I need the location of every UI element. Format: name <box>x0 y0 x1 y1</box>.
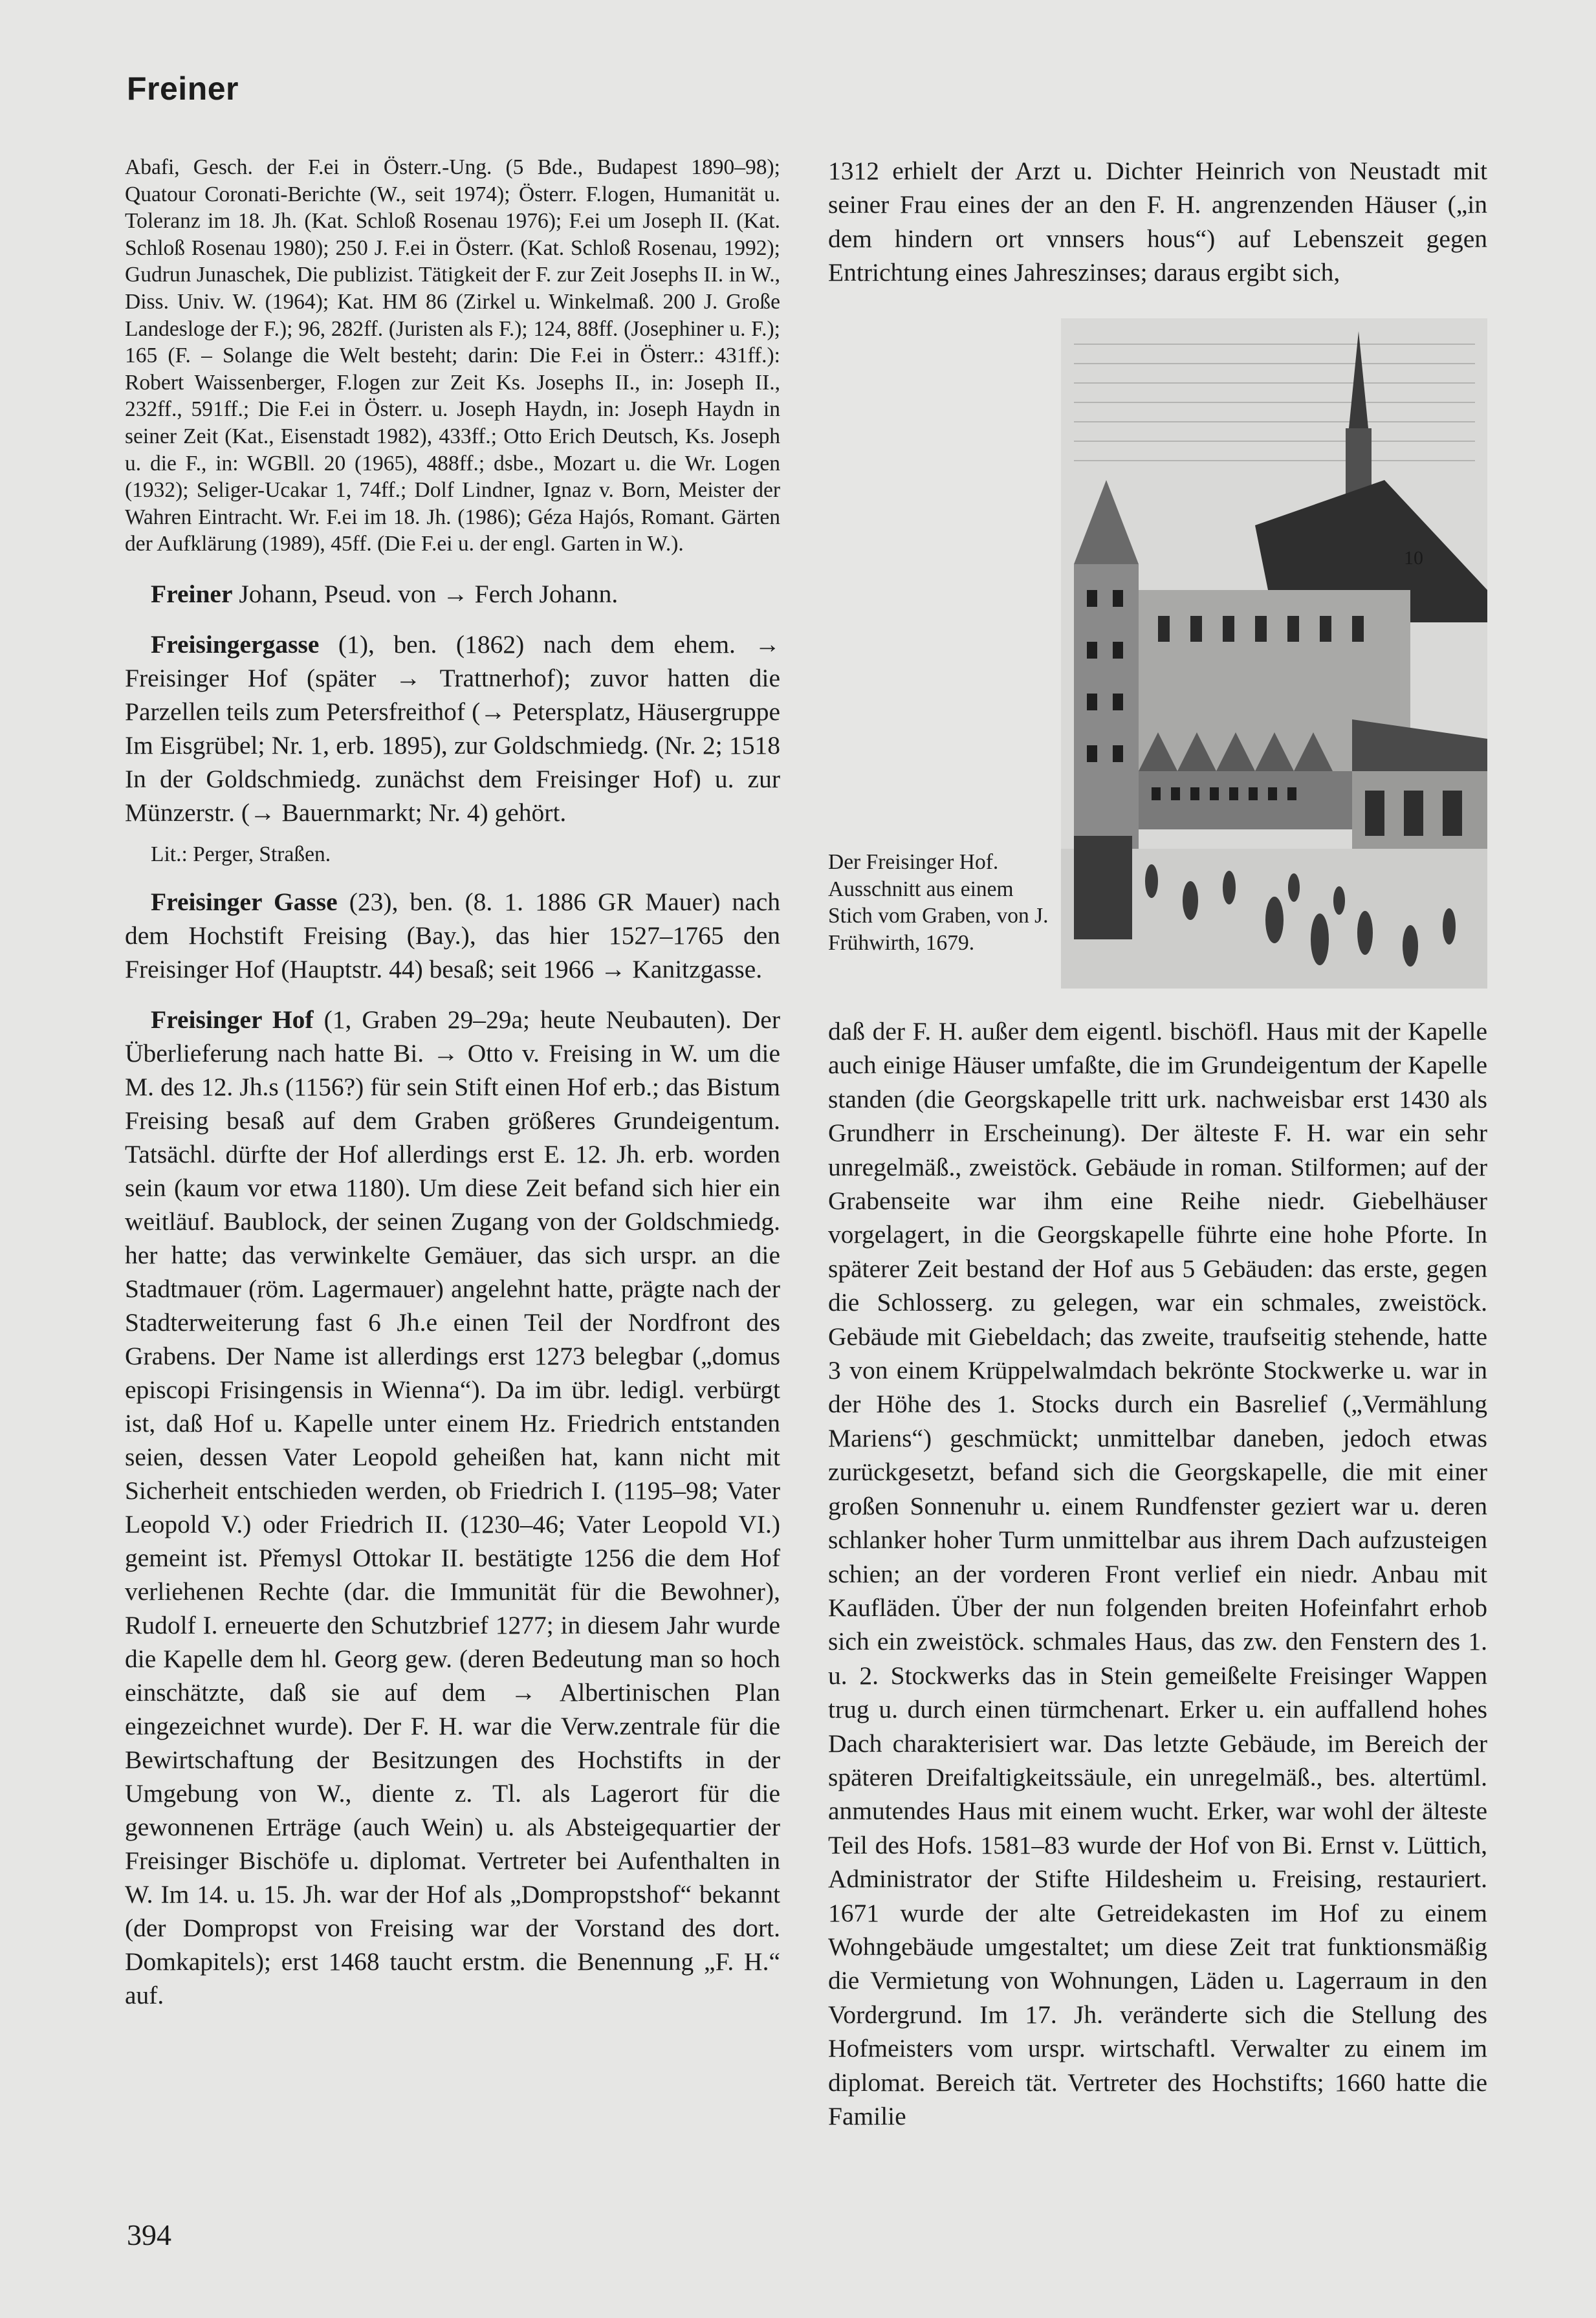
entry-term: Freisingergasse <box>151 629 320 659</box>
right-top-paragraph: 1312 erhielt der Arzt u. Dichter Heinrich von Neustadt mit seiner Frau eines der an den F. H. angrenzenden Häuser („in dem hindern ort vnnsers hous“) auf Lebenszeit gegen Entrichtung eines Jahreszinses; daraus ergibt sich, <box>828 157 1487 287</box>
page-number: 394 <box>127 2218 171 2251</box>
right-bottom-paragraph: daß der F. H. außer dem eigentl. bischöfl. Haus mit der Kapelle auch einige Häuser umfaßte, die im Grundeigentum der Kapelle standen (die Georgskapelle tritt urk. nachweisbar erst 1430 als Grundherr in Erscheinung). Der älteste F. H. war ein sehr unregelmäß., zweistöck. Gebäude in roman. Stilformen; auf der Grabenseite war ihm eine Reihe niedr. Giebelhäuser vorgelagert, in die Georgskapelle führte eine hohe Pforte. In späterer Zeit bestand der Hof aus 5 Gebäuden: das erste, gegen die Schlosserg. zu gelegen, war ein schmales, zweistöck. Gebäude mit Giebeldach; das zweite, traufseitig stehende, hatte 3 von einem Krüppelwalmdach bekrönte Stockwerke u. war in der Höhe des 1. Stocks durch ein Basrelief („Vermählung Mariens“) geschmückt; unmittelbar daneben, jedoch etwas zurückgesetzt, befand sich die Georgskapelle, die mit einer großen Sonnenuhr u. einem Rundfenster geziert war u. deren schlanker hoher Turm unmittelbar aus ihrem Dach aufzusteigen schien; an der vorderen Front verlief ein niedr. Anbau mit Kaufläden. Über der nun folgenden breiten Hofeinfahrt erhob sich ein zweistöck. schmales Haus, das zw. den Fenstern des 1. u. 2. Stockwerks das in Stein gemeißelte Freisinger Wappen trug u. durch einen türmchenart. Erker u. ein auffallend hohes Dach charakterisiert war. Das letzte Gebäude, im Bereich der späteren Dreifaltigkeitssäule, ein unregelmäß., bes. altertüml. anmutendes Haus mit einem wucht. Erker, war wohl der älteste Teil des Hofs. 1581–83 wurde der Hof von Bi. Ernst v. Lüttich, Administrator der Stifte Hildesheim u. Freising, restauriert. 1671 wurde der alte Getreidekasten im Hof zu einem Wohngebäude umgestaltet; um diese Zeit trat funktionsmäßig die Vermietung von Wohnungen, Läden u. Lagerraum in den Vordergrund. Im 17. Jh. veränderte sich die Stellung des Hofmeisters vom urspr. wirtschaftl. Verwalter zu einem im diplomat. Bereich tät. Vertreter des Hochstifts; 1660 hatte die Familie <box>828 1017 1487 2130</box>
entry-text: Johann, Pseud. von → Ferch Johann. <box>232 579 618 608</box>
entry-freisinger-gasse <box>125 885 780 986</box>
figure-caption: Der Freisinger Hof. Ausschnitt aus einem Stich vom Graben, von J. Frühwirth, 1679. <box>828 850 1049 955</box>
engraving-image <box>1061 318 1487 989</box>
entry-freisinger-hof <box>125 1003 780 2012</box>
entry-term: Freisinger Gasse <box>151 887 338 916</box>
literature-reference: Lit.: Perger, Straßen. <box>151 842 331 866</box>
running-header: Freiner <box>127 71 239 107</box>
entry-freiner <box>125 577 780 611</box>
entry-text: (23), ben. (8. 1. 1886 GR Mauer) nach dem Hochstift Freising (Bay.), das hier 1527–1765 den Freisinger Hof (Hauptstr. 44) besaß; seit 1966 → Kanitzgasse. <box>125 887 780 983</box>
entry-text: (1, Graben 29–29a; heute Neubauten). Der Überlieferung nach hatte Bi. → Otto v. Freising in W. um die M. des 12. Jh.s (1156?) für sein Stift einen Hof erb.; das Bistum Freising besaß auf dem Graben größeres Grundeigentum. Tatsächl. dürfte der Hof allerdings erst E. 12. Jh. erb. worden sein (kaum vor etwa 1180). Um diese Zeit befand sich hier ein weitläuf. Baublock, der seinen Zugang von der Goldschmiedg. her hatte; das verwinkelte Gemäuer, das sich urspr. an die Stadtmauer (röm. Lagermauer) angelehnt hatte, prägte nach der Stadterweiterung fast 6 Jh.e einen Teil der Nordfront des Grabens. Der Name ist allerdings erst 1273 belegbar („domus episcopi Frisingensis in Wienna“). Da im übr. ledigl. verbürgt ist, daß Hof u. Kapelle unter einem Hz. Friedrich entstanden seien, dessen Vater Leopold geheißen hat, kann nicht mit Sicherheit entschieden werden, ob Friedrich I. (1195–98; Vater Leopold V.) oder Friedrich II. (1230–46; Vater Leopold VI.) gemeint ist. Přemysl Ottokar II. bestätigte 1256 die dem Hof verliehenen Rechte (dar. die Immunität für die Bewohner), Rudolf I. erneuerte den Schutzbrief 1277; in diesem Jahr wurde die Kapelle dem hl. Georg gew. (deren Bedeutung man so hoch einschätzte, daß sie auf dem → Albertinischen Plan eingezeichnet wurde). Der F. H. war die Verw.zentrale für die Bewirtschaftung der Besitzungen des Hochstifts in der Umgebung von W., diente z. Tl. als Lagerort für die gewonnenen Erträge (auch Wein) u. als Absteigequartier der Freisinger Bischöfe u. diplomat. Vertreter bei Aufenthalten in W. Im 14. u. 15. Jh. war der Hof als „Dompropstshof“ bekannt (der Dompropst von Freising war der Vorstand des dort. Domkapitels); erst 1468 taucht erstm. die Benennung „F. H.“ auf. <box>125 1005 780 2009</box>
bibliography-paragraph: Abafi, Gesch. der F.ei in Österr.-Ung. (5 Bde., Budapest 1890–98); Quatour Coronati-Berichte (W., seit 1974); Österr. F.logen, Humanität u. Toleranz im 18. Jh. (Kat. Schloß Rosenau 1976); F.ei um Joseph II. (Kat. Schloß Rosenau 1980); 250 J. F.ei in Österr. (Kat. Schloß Rosenau, 1992); Gudrun Junaschek, Die publizist. Tätigkeit der F. zur Zeit Josephs II. in W., Diss. Univ. W. (1964); Kat. HM 86 (Zirkel u. Winkelmaß. 200 J. Große Landesloge der F.); 96, 282ff. (Juristen als F.); 124, 88ff. (Josephiner u. F.); 165 (F. – Solange die Welt besteht; darin: Die F.ei in Österr.: 431ff.): Robert Waissenberger, F.logen zur Zeit Ks. Josephs II., in: Joseph II., 232ff., 591ff.; Die F.ei in Österr. u. Joseph Haydn, in: Joseph Haydn in seiner Zeit (Kat., Eisenstadt 1982), 433ff.; Otto Erich Deutsch, Ks. Joseph u. die F., in: WGBll. 20 (1965), 488ff.; dsbe., Mozart u. die Wr. Logen (1932); Seliger-Ucakar 1, 74ff.; Dolf Lindner, Ignaz v. Born, Meister der Wahren Eintracht. Wr. F.ei im 18. Jh. (1986); Géza Hajós, Romant. Gärten der Aufklärung (1989), 45ff. (Die F.ei u. der engl. Garten in W.). <box>125 155 780 556</box>
entry-term: Freisinger Hof <box>151 1005 314 1034</box>
figure-label: 10 <box>1404 547 1423 569</box>
left-column <box>125 154 780 2012</box>
figure <box>828 318 1487 991</box>
entry-freisingergasse <box>125 628 780 829</box>
right-column-top <box>828 154 1487 290</box>
entry-text: (1), ben. (1862) nach dem ehem. → Freisinger Hof (später → Trattnerhof); zuvor hatten die Parzellen teils zum Petersfreithof (→ Petersplatz, Häusergruppe Im Eisgrübel; Nr. 1, erb. 1895), zur Goldschmiedg. (Nr. 2; 1518 In der Goldschmiedg. zunächst dem Freisinger Hof) u. zur Münzerstr. (→ Bauernmarkt; Nr. 4) gehört. <box>125 629 780 827</box>
right-column-bottom <box>828 1014 1487 2133</box>
entry-term: Freiner <box>151 579 233 608</box>
